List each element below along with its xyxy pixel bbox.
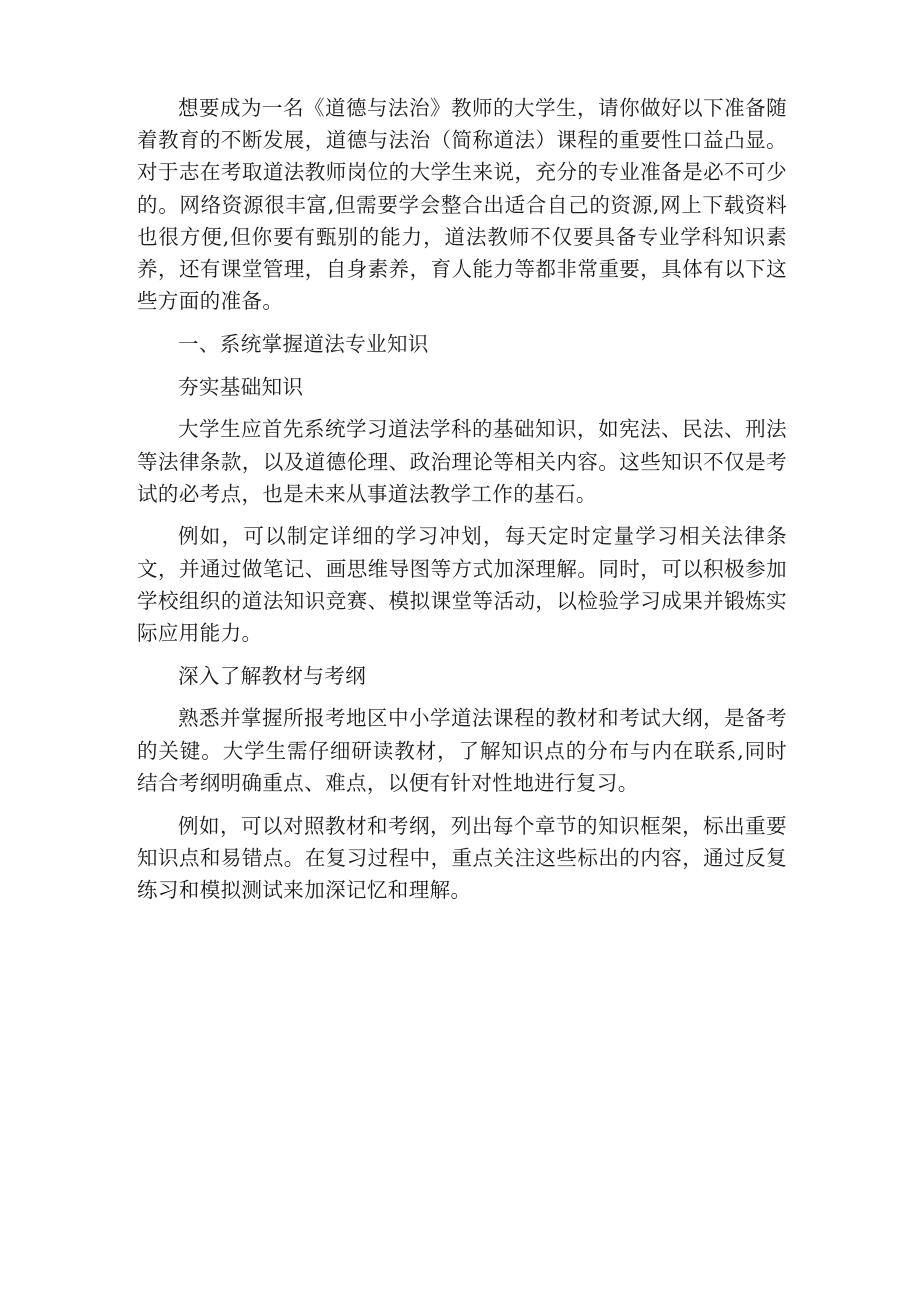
example-paragraph: 例如，可以制定详细的学习冲划，每天定时定量学习相关法律条文，并通过做笔记、画思维导图等方式加深理解。同时，可以积极参加学校组织的道法知识竞赛、模拟课堂等活动，以检验学习成果并锻炼实际应用能力。 [137, 524, 787, 646]
intro-paragraph: 想要成为一名《道德与法治》教师的大学生，请你做好以下准备随着教育的不断发展，道德与法治（简称道法）课程的重要性口益凸显。对于志在考取道法教师岗位的大学生来说，充分的专业准备是必不可少的。网络资源很丰富,但需要学会整合出适合自己的资源,网上下载资料也很方便,但你要有甄别的能力，道法教师不仅要具备专业学科知识素养，还有课堂管理，自身素养，育人能力等都非常重要，具体有以下这些方面的准备。 [137, 96, 787, 314]
document-page [137, 92, 787, 906]
subsection-heading: 深入了解教材与考纲 [178, 663, 367, 688]
example-paragraph: 例如，可以对照教材和考纲，列出每个章节的知识框架，标出重要知识点和易错点。在复习过程中，重点关注这些标出的内容，通过反复练习和模拟测试来加深记忆和理解。 [137, 813, 787, 902]
section-heading: 一、系统掌握道法专业知识 [178, 331, 429, 356]
body-paragraph: 大学生应首先系统学习道法学科的基础知识，如宪法、民法、刑法等法律条款，以及道德伦理、政治理论等相关内容。这些知识不仅是考试的必考点，也是未来从事道法教学工作的基石。 [137, 417, 787, 506]
body-paragraph: 熟悉并掌握所报考地区中小学道法课程的教材和考试大纲，是备考的关键。大学生需仔细研读教材，了解知识点的分布与内在联系,同时结合考纲明确重点、难点，以便有针对性地进行复习。 [137, 706, 787, 795]
subsection-heading: 夯实基础知识 [178, 374, 304, 399]
